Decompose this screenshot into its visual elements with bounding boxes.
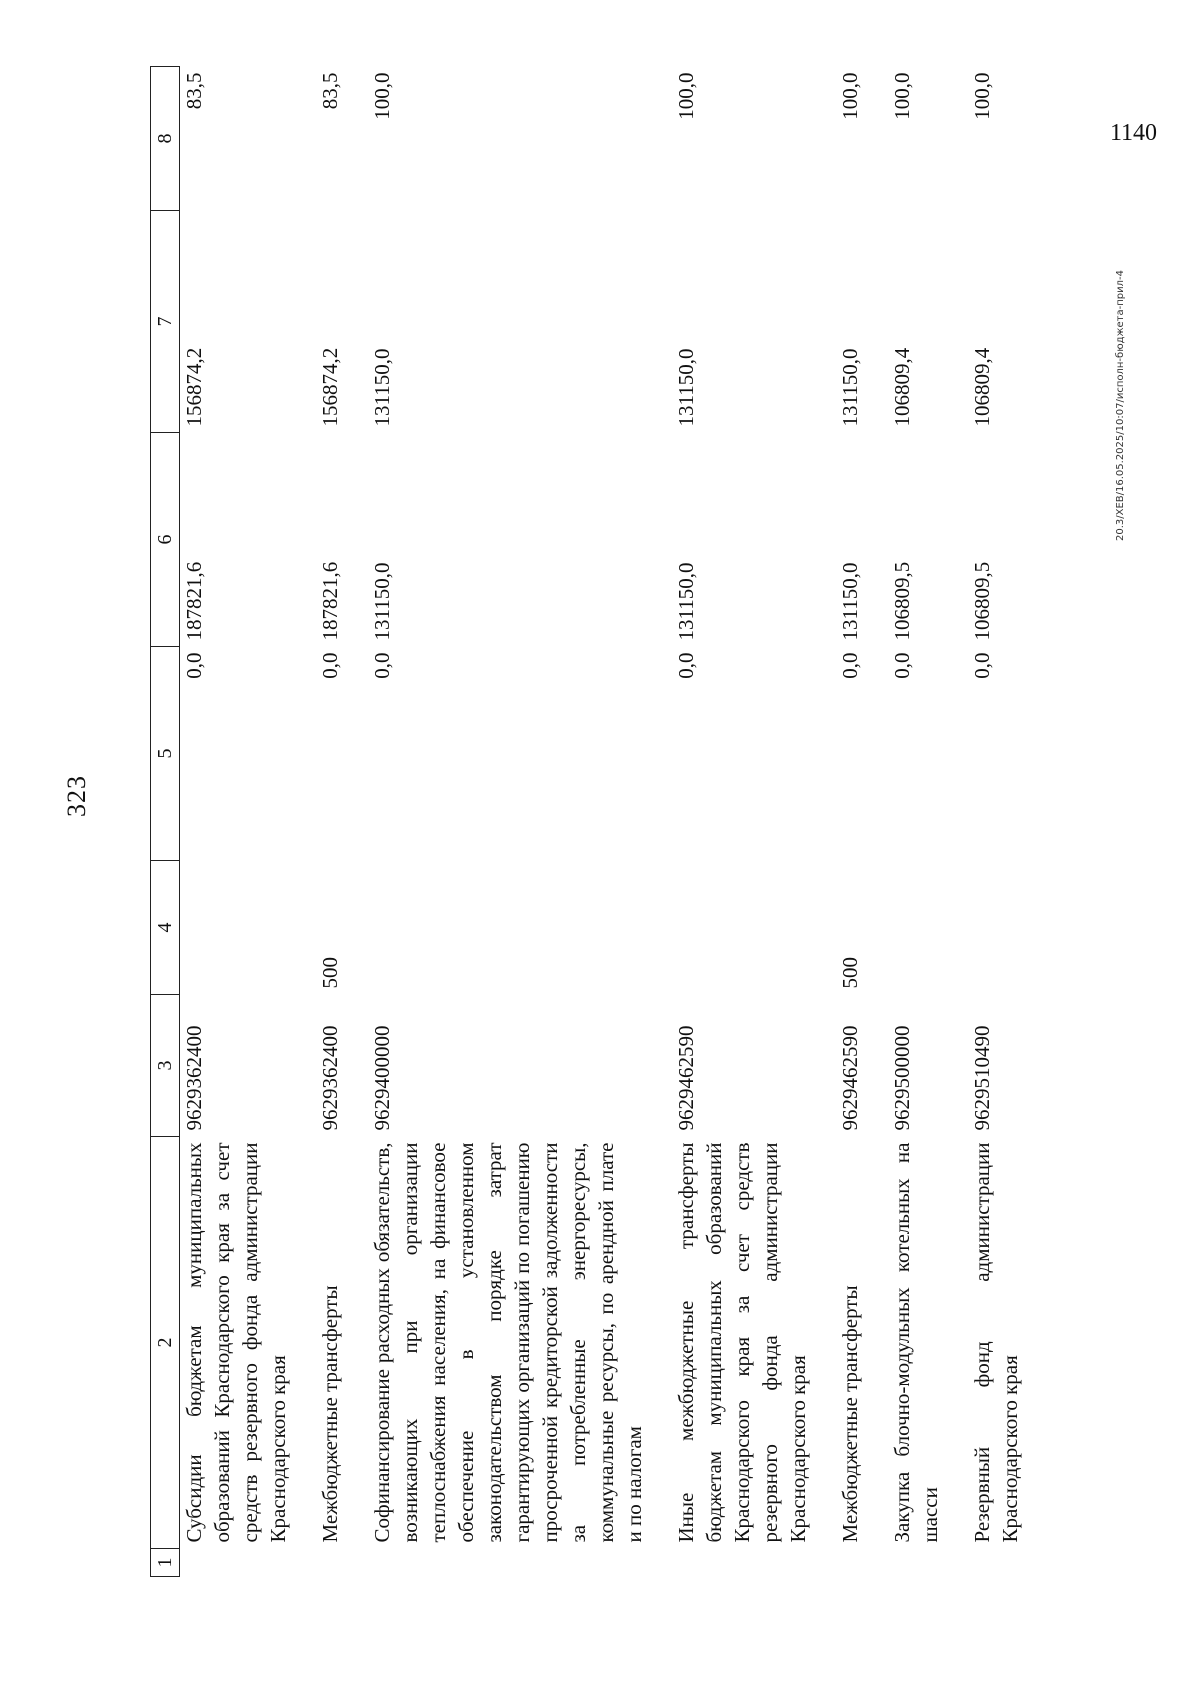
value-col6: 106809,5 [970,561,994,641]
expense-type-code [888,861,968,995]
document-footer-code: 20.3/ХЕВ/16.05.2025/10:07/исполн-бюджета-прил-4 [1115,270,1126,542]
row-name: Иные межбюджетные трансферты бюджетам муниципальных образований Краснодарского края за счет средств резервного фонда администрации Краснодарского края [674,1142,810,1543]
column-header: 7 [151,211,180,433]
value-col6: 187821,6 [318,561,342,641]
row-name: Резервный фонд администрации Краснодарского края [970,1142,1022,1543]
column-header: 2 [151,1137,180,1549]
expense-type-code [968,861,1048,995]
value-col7: 131150,0 [674,348,698,427]
value-col8: 100,0 [674,72,698,120]
table-row [316,67,368,1577]
target-article-code: 9629510490 [970,1025,994,1131]
value-col7: 131150,0 [838,348,862,427]
value-col5: 0,0 [370,652,394,679]
column-header: 6 [151,433,180,647]
column-header: 8 [151,67,180,211]
expense-type-code [180,861,317,995]
value-col7: 156874,2 [182,347,206,427]
value-col6: 131150,0 [838,562,862,641]
value-col8: 83,5 [182,72,206,110]
value-col6: 131150,0 [370,562,394,641]
value-col7: 156874,2 [318,347,342,427]
table-row [888,67,968,1577]
value-col8: 100,0 [890,72,914,120]
value-col5: 0,0 [674,652,698,679]
expense-type-code: 500 [838,957,862,989]
sheet-number: 1140 [1109,119,1158,146]
target-article-code: 9629362400 [318,1025,342,1131]
target-article-code: 9629400000 [370,1025,394,1131]
value-col7: 106809,4 [890,347,914,427]
column-header: 5 [151,647,180,861]
value-col6: 106809,5 [890,561,914,641]
column-header: 3 [151,995,180,1137]
target-article-code: 9629500000 [890,1025,914,1131]
value-col8: 83,5 [318,72,342,110]
column-header: 1 [151,1549,180,1577]
target-article-code: 9629462590 [838,1025,862,1131]
value-col8: 100,0 [370,72,394,120]
expense-type-code: 500 [318,957,342,989]
value-col8: 100,0 [970,72,994,120]
expense-type-code [672,861,836,995]
column-header: 4 [151,861,180,995]
target-article-code: 9629462590 [674,1025,698,1131]
row-name: Софинансирование расходных обязательств, возникающих при организации теплоснабжения населения, на финансовое обеспечение в установленном законодательством порядке затрат гарантирующих организаций по погашению просроченной кредиторской задолженности за потребленные энергоресурсы, коммунальные ресурсы, по арендной плате и по налогам [370,1142,646,1543]
table-row [672,67,836,1577]
page-number: 323 [62,775,91,817]
value-col5: 0,0 [890,652,914,679]
expense-type-code [368,861,672,995]
table-row [368,67,672,1577]
value-col5: 0,0 [838,652,862,679]
table-row [180,67,317,1577]
value-col6: 131150,0 [674,562,698,641]
value-col5: 0,0 [182,652,206,679]
row-name: Межбюджетные трансферты [838,1285,862,1543]
column-number-header [151,67,180,1577]
table-row [968,67,1048,1577]
budget-table [150,66,1048,1577]
value-col6: 187821,6 [182,561,206,641]
value-col7: 106809,4 [970,347,994,427]
row-name: Субсидии бюджетам муниципальных образований Краснодарского края за счет средств резервного фонда администрации Краснодарского края [182,1142,290,1543]
value-col5: 0,0 [318,652,342,679]
row-name: Межбюджетные трансферты [318,1285,342,1543]
target-article-code: 9629362400 [182,1025,206,1131]
table-row [836,67,888,1577]
row-name: Закупка блочно-модульных котельных на шасси [890,1142,942,1543]
value-col8: 100,0 [838,72,862,120]
value-col5: 0,0 [970,652,994,679]
value-col7: 131150,0 [370,348,394,427]
